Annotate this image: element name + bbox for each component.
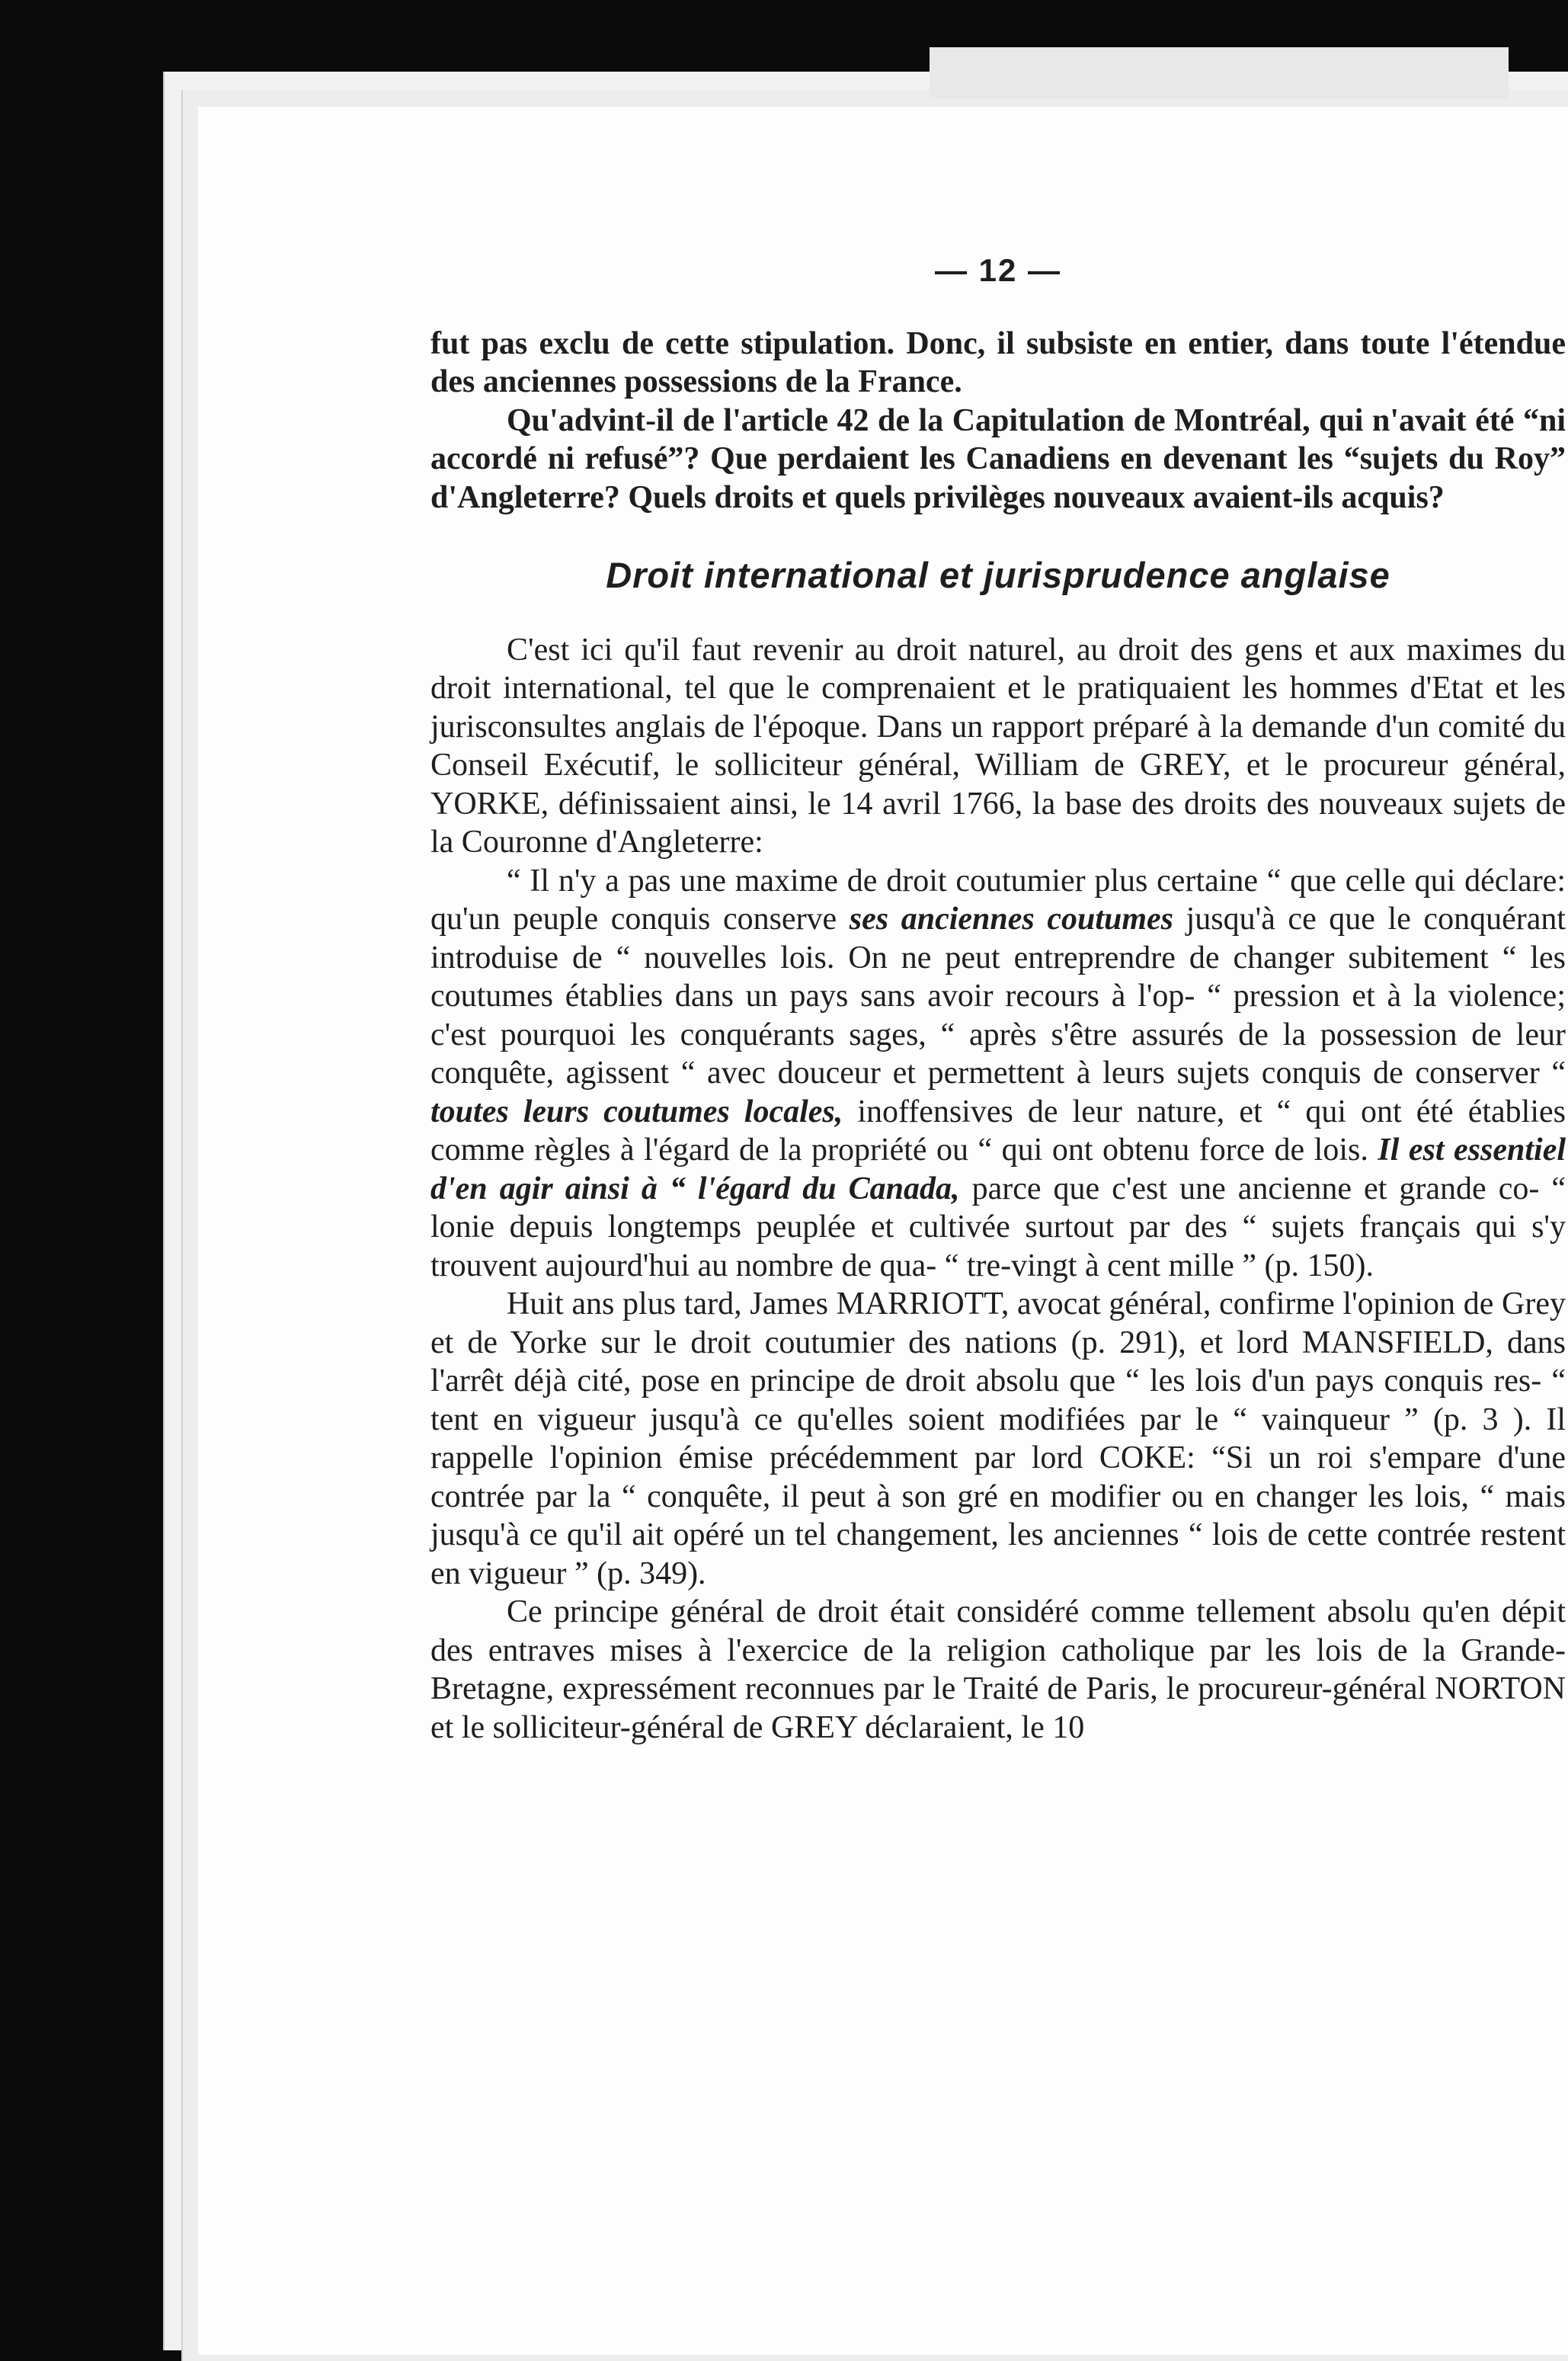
- scan-artifact: [930, 47, 1509, 99]
- paragraph-4: Huit ans plus tard, James MARRIOTT, avocat général, confirme l'opinion de Grey et de Yorke sur le droit coutumier des nations (p. 291), et lord MANSFIELD, dans l'arrêt déjà cité, pose en principe de droit absolu que “ les lois d'un pays conquis res- “ tent en vigueur jusqu'à ce qu'elles soient modifiées par le “ vainqueur ” (p. 3 ). Il rappelle l'opinion émise précédemment par lord COKE: “Si un roi s'empare d'une contrée par la “ conquête, il peut à son gré en modifier ou en changer les lois, “ mais jusqu'à ce qu'il ait opéré un tel changement, les anciennes “ lois de cette contrée restent en vigueur ” (p. 349).: [430, 1286, 1566, 1591]
- paragraph-5: Ce principe général de droit était considéré comme tellement absolu qu'en dépit des entraves mises à l'exercice de la religion catholique par les lois de la Grande-Bretagne, expressément reconnues par le Traité de Paris, le procureur-général NORTON et le solliciteur-général de GREY déclaraient, le 10: [430, 1594, 1566, 1745]
- section-heading: Droit international et jurisprudence anglaise: [606, 555, 1390, 595]
- quote-emphasis-c: Il est essentiel d'en agir ainsi à “ l'égard du Canada,: [430, 1132, 1566, 1206]
- quote-part-a: “ Il n'y a pas une maxime de droit coutumier plus certaine “ que celle qui déclare: qu'un peuple conquis conserve: [430, 863, 1566, 937]
- quote-part-d: parce que c'est une ancienne et grande co- “ lonie depuis longtemps peuplée et cultivée surtout par des “ sujets français qui s'y trouvent aujourd'hui au nombre de qua- “ tre-vingt à cent mille ” (p. 150).: [430, 1171, 1566, 1283]
- paragraph-1: fut pas exclu de cette stipulation. Donc, il subsiste en entier, dans toute l'étendue des anciennes possessions de la France.: [430, 325, 1566, 399]
- paragraph-3: C'est ici qu'il faut revenir au droit naturel, au droit des gens et aux maximes du droit international, tel que le comprenaient et le pratiquaient les hommes d'Etat et les jurisconsultes anglais de l'époque. Dans un rapport préparé à la demande d'un comité du Conseil Exécutif, le solliciteur général, William de GREY, et le procureur général, YORKE, définissaient ainsi, le 14 avril 1766, la base des droits des nouveaux sujets de la Couronne d'Angleterre:: [430, 632, 1566, 860]
- paragraph-2: Qu'advint-il de l'article 42 de la Capitulation de Montréal, qui n'avait été “ni accordé ni refusé”? Que perdaient les Canadiens en devenant les “sujets du Roy” d'Angleterre? Quels droits et quels privilèges nouveaux avaient-ils acquis?: [430, 402, 1566, 515]
- quote-emphasis-a: ses anciennes coutumes: [849, 902, 1174, 937]
- quote-paragraph: [430, 862, 1566, 1286]
- page-number: — 12 —: [934, 252, 1062, 288]
- quote-emphasis-b: toutes leurs coutumes locales,: [430, 1094, 843, 1129]
- quote-part-b: jusqu'à ce que le conquérant introduise de “ nouvelles lois. On ne peut entreprendre de changer subitement “ les coutumes établies dans un pays sans avoir recours à l'op- “ pression et à la violence; c'est pourquoi les conquérants sages, “ après s'être assurés de la possession de leur conquête, agissent “ avec douceur et permettent à leurs sujets conquis de conserver “: [430, 902, 1566, 1091]
- quote-part-c: inoffensives de leur nature, et “ qui ont été établies comme règles à l'égard de la propriété ou “ qui ont obtenu force de lois.: [430, 1094, 1566, 1168]
- page-text: [430, 251, 1566, 1747]
